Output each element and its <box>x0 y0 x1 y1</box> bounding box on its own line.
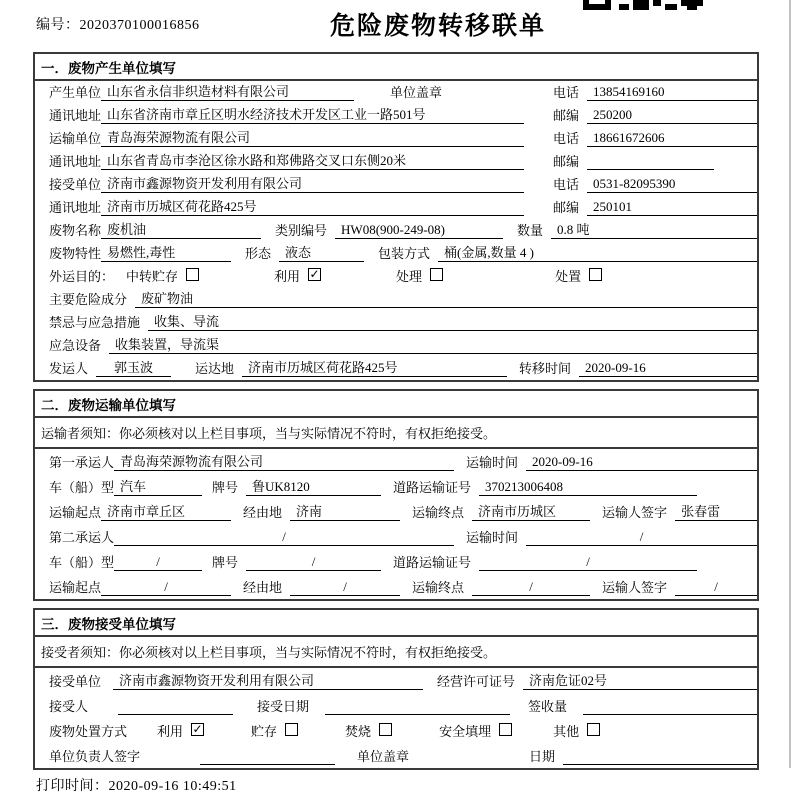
row-vehicle-type-1 <box>35 474 757 499</box>
checkbox[interactable] <box>285 723 298 736</box>
terminus-value: 济南市历城区 <box>472 501 590 521</box>
postcode-label: 邮编 <box>553 108 580 123</box>
option-other <box>553 721 600 740</box>
row-disposal-method <box>35 718 757 743</box>
section-receiver <box>33 608 759 770</box>
field-label: 应急设备 <box>49 338 102 353</box>
transporter-unit-value: 青岛海荣源物流有限公司 <box>101 127 524 147</box>
form-state-value: 液态 <box>279 242 364 262</box>
row-receive-person <box>35 693 757 718</box>
transfer-time-label: 转移时间 <box>519 361 572 376</box>
field-label: 产生单位 <box>49 85 102 100</box>
row-transporter-address <box>35 150 757 173</box>
checkbox-label: 利用 <box>274 269 301 284</box>
transport-time-label: 运输时间 <box>466 530 519 545</box>
row-transporter-unit <box>35 127 757 150</box>
checkbox[interactable] <box>499 723 512 736</box>
via-value: 济南 <box>290 501 400 521</box>
row-route-2 <box>35 574 757 599</box>
category-code-label: 类别编号 <box>275 223 328 238</box>
receive-date-value <box>325 701 510 715</box>
unit-seal-label: 单位盖章 <box>357 749 410 764</box>
row-producer-address <box>35 104 757 127</box>
row-receiver-address <box>35 196 757 219</box>
emergency-equipment-value: 收集装置，导流渠 <box>109 334 757 354</box>
form-number <box>36 14 200 34</box>
field-label: 接受单位 <box>49 674 102 689</box>
phone-value: 18661672606 <box>587 130 757 147</box>
qr-code-icon <box>583 0 703 10</box>
terminus-label: 运输终点 <box>412 580 465 595</box>
field-label: 车（船）型 <box>49 480 115 495</box>
transfer-time-value: 2020-09-16 <box>579 360 757 377</box>
category-code-value: HW08(900-249-08) <box>335 222 503 239</box>
unit-seal-label: 单位盖章 <box>390 85 443 100</box>
packaging-value: 桶(金属,数量 4 ) <box>438 242 757 262</box>
checkbox-label: 处理 <box>396 269 423 284</box>
plate-label: 牌号 <box>212 555 239 570</box>
checkmark: ✓ <box>309 266 320 281</box>
field-label: 通讯地址 <box>49 200 102 215</box>
phone-label: 电话 <box>553 177 580 192</box>
receiver-unit-value: 济南市鑫源物资开发利用有限公司 <box>101 173 524 193</box>
field-label: 废物名称 <box>49 223 102 238</box>
checkbox[interactable] <box>308 268 321 281</box>
row-transfer-purpose <box>35 265 757 288</box>
scan-edge-line <box>789 0 791 768</box>
field-label: 第二承运人 <box>49 530 115 545</box>
responsible-signature-value <box>200 751 335 765</box>
emergency-measures-value: 收集、导流 <box>148 311 757 331</box>
option-incinerate <box>345 721 392 740</box>
origin-value: 济南市章丘区 <box>101 501 231 521</box>
row-hazard-components <box>35 288 757 311</box>
producer-unit-value: 山东省永信非织造材料有限公司 <box>101 81 354 101</box>
option-treat <box>396 266 443 285</box>
checkbox[interactable] <box>589 268 602 281</box>
postcode-label: 邮编 <box>553 200 580 215</box>
quantity-value: 0.8 吨 <box>551 219 757 239</box>
date-label: 日期 <box>529 749 556 764</box>
plate-value: / <box>246 554 381 571</box>
receiver-address-value: 济南市历城区荷花路425号 <box>101 196 524 216</box>
receive-unit-value: 济南市鑫源物资开发利用有限公司 <box>113 670 423 690</box>
row-first-carrier <box>35 449 757 474</box>
producer-address-value: 山东省济南市章丘区明水经济技术开发区工业一路501号 <box>101 104 524 124</box>
phone-value: 0531-82095390 <box>587 176 757 193</box>
carrier-signature-label: 运输人签字 <box>602 580 668 595</box>
form-state-label: 形态 <box>245 246 272 261</box>
form-title: 危险废物转移联单 <box>330 11 547 40</box>
checkbox[interactable] <box>430 268 443 281</box>
checkbox-label: 焚烧 <box>345 724 372 739</box>
road-permit-label: 道路运输证号 <box>393 555 472 570</box>
postcode-value: 250200 <box>587 107 757 124</box>
field-label: 接受人 <box>49 699 89 714</box>
field-label: 外运目的： <box>49 269 115 284</box>
postcode-value <box>587 156 714 170</box>
page-header <box>0 0 796 52</box>
postcode-label: 邮编 <box>553 154 580 169</box>
field-label: 主要危险成分 <box>49 292 128 307</box>
signed-quantity-value <box>583 701 757 715</box>
via-label: 经由地 <box>243 505 283 520</box>
row-receiver-unit <box>35 173 757 196</box>
transport-time-label: 运输时间 <box>466 455 519 470</box>
destination-label: 运达地 <box>195 361 235 376</box>
phone-label: 电话 <box>553 85 580 100</box>
checkbox-label: 利用 <box>157 724 184 739</box>
section-producer-header: 一．废物产生单位填写 <box>35 54 757 81</box>
field-label: 接受单位 <box>49 177 102 192</box>
date-value <box>563 751 757 765</box>
section-producer <box>33 52 759 382</box>
option-dispose <box>555 266 602 285</box>
field-label: 废物处置方式 <box>49 724 128 739</box>
postcode-value: 250101 <box>587 199 757 216</box>
row-receive-unit <box>35 668 757 693</box>
row-producer-unit <box>35 81 757 104</box>
transport-time-value: / <box>526 529 757 546</box>
plate-value: 鲁UK8120 <box>246 476 381 496</box>
option-landfill <box>439 721 512 740</box>
phone-value: 13854169160 <box>587 84 757 101</box>
field-label: 单位负责人签字 <box>49 749 141 764</box>
field-label: 禁忌与应急措施 <box>49 315 141 330</box>
field-label: 废物特性 <box>49 246 102 261</box>
second-carrier-value: / <box>114 529 454 546</box>
destination-value: 济南市历城区荷花路425号 <box>242 357 507 377</box>
row-shipper <box>35 357 757 380</box>
field-label: 运输起点 <box>49 580 102 595</box>
transport-time-value: 2020-09-16 <box>526 454 757 471</box>
first-carrier-value: 青岛海荣源物流有限公司 <box>114 451 454 471</box>
option-utilize <box>274 266 321 285</box>
road-permit-label: 道路运输证号 <box>393 480 472 495</box>
field-label: 通讯地址 <box>49 108 102 123</box>
vehicle-type-value: 汽车 <box>114 476 202 496</box>
option-utilize <box>157 721 204 740</box>
section-receiver-header: 三．废物接受单位填写 <box>35 610 757 637</box>
option-transfer-storage <box>126 266 199 285</box>
print-time: 打印时间：2020-09-16 10:49:51 <box>36 779 237 794</box>
form-number-value: 2020370100016856 <box>79 18 200 33</box>
hazard-components-value: 废矿物油 <box>135 288 757 308</box>
section-transporter-header: 二．废物运输单位填写 <box>35 391 757 418</box>
road-permit-value: 370213006408 <box>479 479 697 496</box>
field-label: 运输起点 <box>49 505 102 520</box>
checkbox-label: 贮存 <box>251 724 278 739</box>
row-emergency-equipment <box>35 334 757 357</box>
carrier-signature-value: / <box>675 579 757 596</box>
field-label: 运输单位 <box>49 131 102 146</box>
section-transporter <box>33 389 759 601</box>
license-label: 经营许可证号 <box>437 674 516 689</box>
receive-person-value <box>118 701 233 715</box>
transporter-address-value: 山东省青岛市李沧区徐水路和郑佛路交叉口东侧20米 <box>101 150 524 170</box>
terminus-label: 运输终点 <box>412 505 465 520</box>
plate-label: 牌号 <box>212 480 239 495</box>
license-value: 济南危证02号 <box>523 670 757 690</box>
row-waste-property <box>35 242 757 265</box>
row-responsible-signature <box>35 743 757 768</box>
transporter-notice: 运输者须知：你必须核对以上栏目事项，当与实际情况不符时，有权拒绝接受。 <box>35 418 757 449</box>
signed-quantity-label: 签收量 <box>528 699 568 714</box>
carrier-signature-label: 运输人签字 <box>602 505 668 520</box>
waste-name-value: 废机油 <box>101 219 261 239</box>
waste-property-value: 易燃性,毒性 <box>101 242 231 262</box>
via-value: / <box>290 579 400 596</box>
form-number-label: 编号： <box>36 18 80 33</box>
field-label: 发运人 <box>49 361 89 376</box>
receive-date-label: 接受日期 <box>257 699 310 714</box>
receiver-notice: 接受者须知：你必须核对以上栏目事项，当与实际情况不符时，有权拒绝接受。 <box>35 637 757 668</box>
carrier-signature-value: 张春雷 <box>675 501 757 521</box>
checkbox[interactable] <box>587 723 600 736</box>
field-label: 第一承运人 <box>49 455 115 470</box>
checkbox-label: 安全填埋 <box>439 724 492 739</box>
terminus-value: / <box>472 579 590 596</box>
field-label: 通讯地址 <box>49 154 102 169</box>
checkbox-label: 中转贮存 <box>126 269 179 284</box>
phone-label: 电话 <box>553 131 580 146</box>
row-route-1 <box>35 499 757 524</box>
origin-value: / <box>101 579 231 596</box>
row-waste-name <box>35 219 757 242</box>
checkbox[interactable] <box>379 723 392 736</box>
checkbox-label: 其他 <box>553 724 580 739</box>
checkmark: ✓ <box>192 721 203 736</box>
packaging-label: 包装方式 <box>378 246 431 261</box>
checkbox-label: 处置 <box>555 269 582 284</box>
vehicle-type-value: / <box>114 554 202 571</box>
checkbox[interactable] <box>191 723 204 736</box>
row-second-carrier <box>35 524 757 549</box>
row-vehicle-type-2 <box>35 549 757 574</box>
quantity-label: 数量 <box>517 223 544 238</box>
road-permit-value: / <box>479 554 697 571</box>
option-store <box>251 721 298 740</box>
via-label: 经由地 <box>243 580 283 595</box>
shipper-value: 郭玉波 <box>96 357 171 377</box>
row-emergency-measures <box>35 311 757 334</box>
field-label: 车（船）型 <box>49 555 115 570</box>
checkbox[interactable] <box>186 268 199 281</box>
